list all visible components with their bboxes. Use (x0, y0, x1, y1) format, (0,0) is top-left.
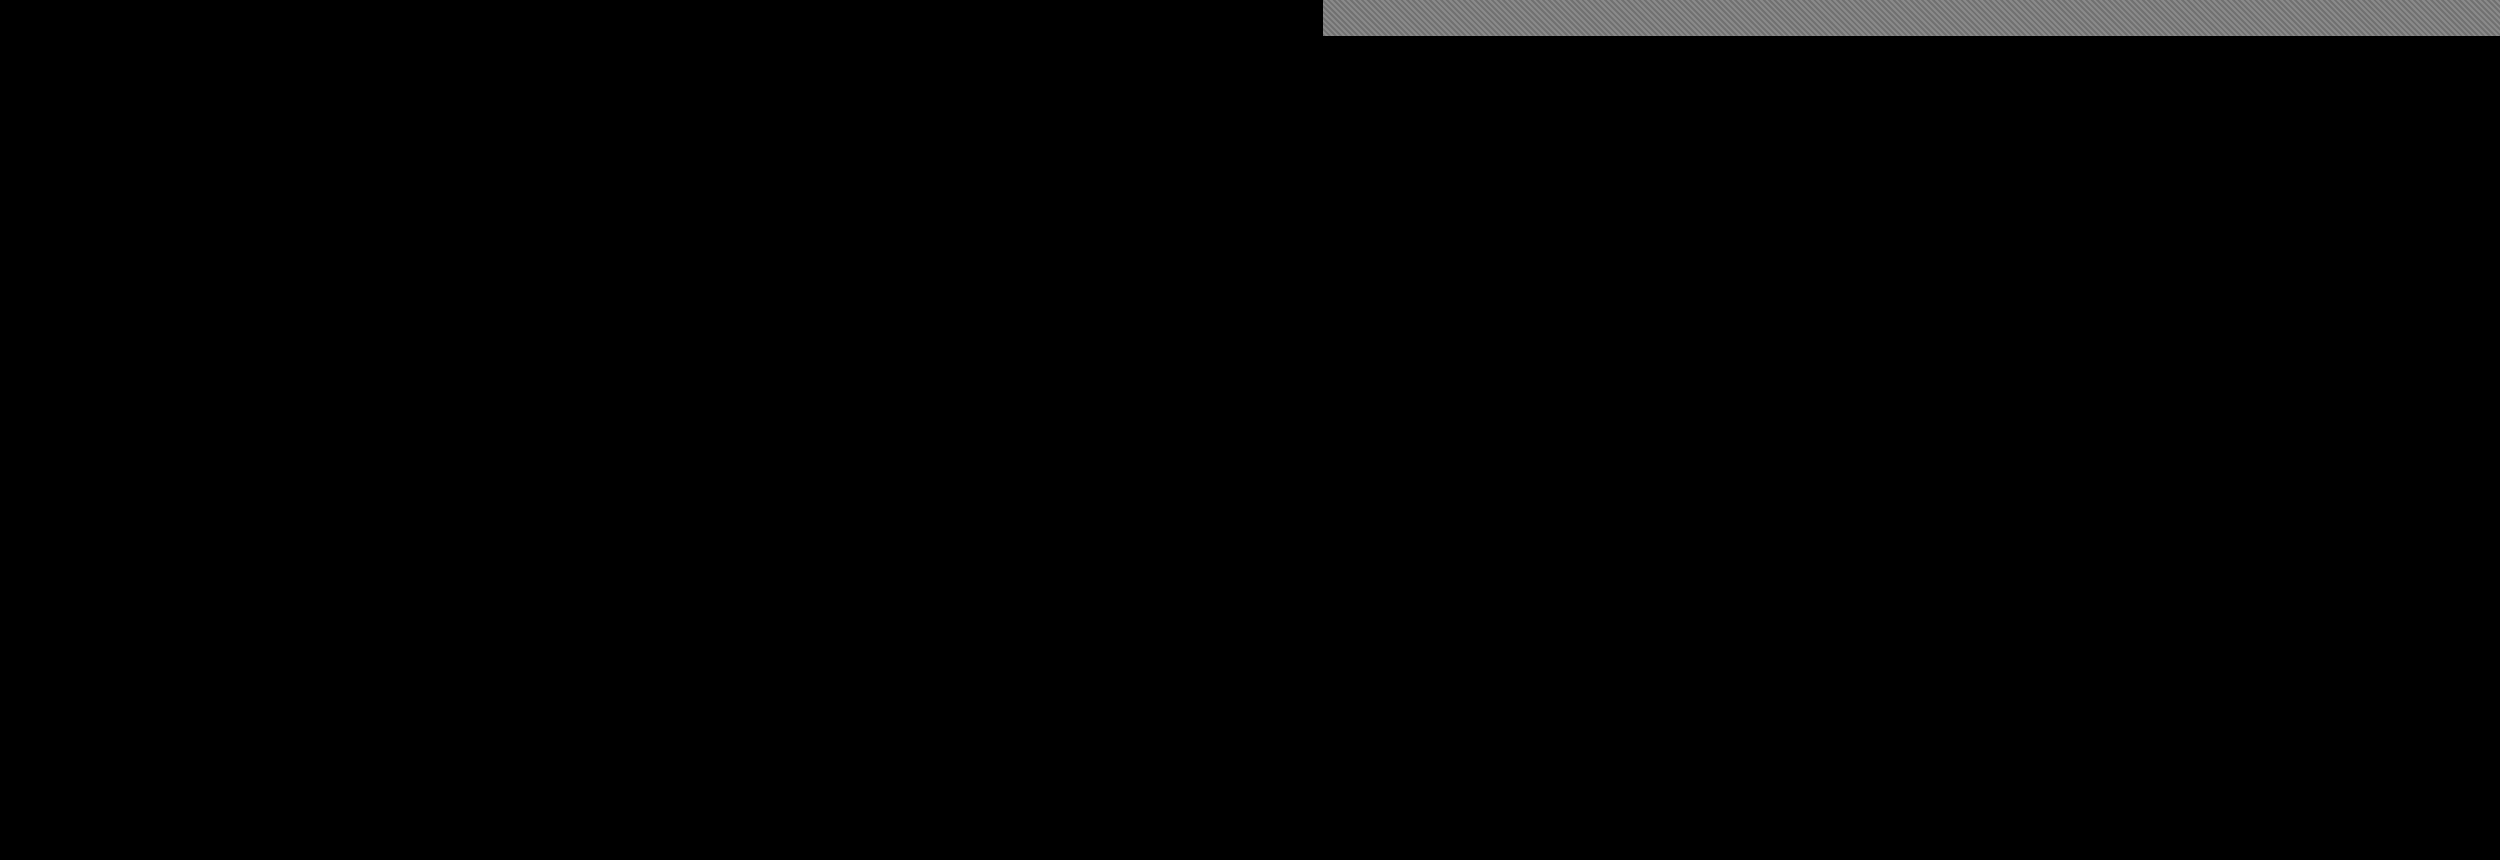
table-header (0, 0, 2500, 36)
header-positive (145, 0, 1321, 36)
header-negative (1321, 0, 2500, 36)
header-kleur (0, 0, 145, 36)
